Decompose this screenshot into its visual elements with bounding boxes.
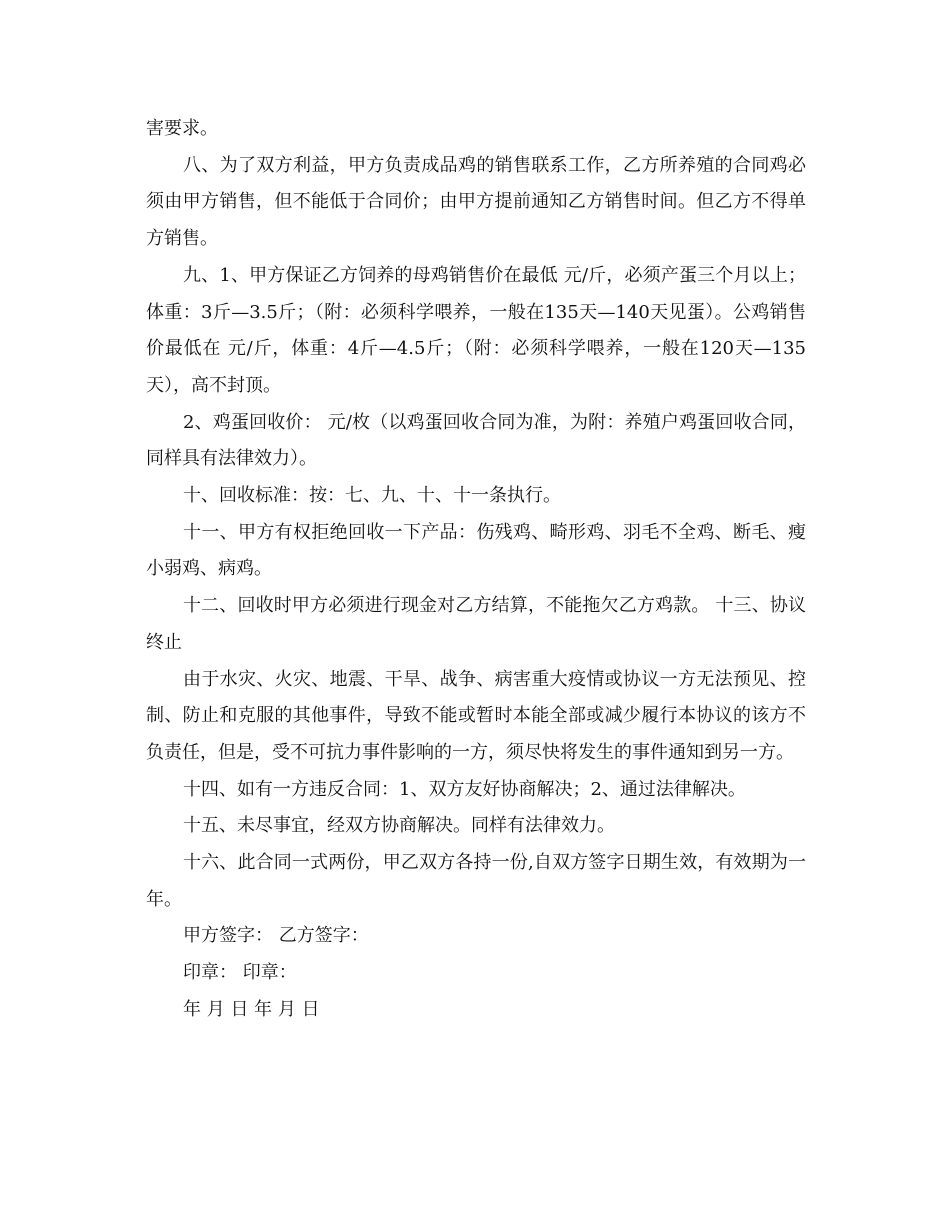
clause-9-1-paragraph: 九、1、甲方保证乙方饲养的母鸡销售价在最低 元/斤，必须产蛋三个月以上；体重：3斤—3.5斤；（附：必须科学喂养，一般在135天—140天见蛋）。公鸡销售价最低在 元/斤，体重：4斤—4.5斤；（附：必须科学喂养，一般在120天—135天），高不封顶。 xyxy=(146,264,806,396)
document-body xyxy=(146,111,806,1029)
seal-line: 印章： 印章： xyxy=(183,962,297,984)
clause-8-paragraph: 八、为了双方利益，甲方负责成品鸡的销售联系工作，乙方所养殖的合同鸡必须由甲方销售，但不能低于合同价；由甲方提前通知乙方销售时间。但乙方不得单方销售。 xyxy=(146,154,806,250)
clause-16-paragraph: 十六、此合同一式两份，甲乙双方各持一份,自双方签字日期生效，有效期为一年。 xyxy=(146,852,806,910)
paragraph-continuation: 害要求。 xyxy=(146,118,218,139)
force-majeure-paragraph: 由于水灾、火灾、地震、干旱、战争、病害重大疫情或协议一方无法预见、控制、防止和克服的其他事件，导致不能或暂时本能全部或减少履行本协议的该方不负责任，但是，受不可抗力事件影响的一方，须尽快将发生的事件通知到另一方。 xyxy=(146,668,806,763)
clause-9-2-paragraph: 2、鸡蛋回收价： 元/枚（以鸡蛋回收合同为准，为附：养殖户鸡蛋回收合同，同样具有法律效力）。 xyxy=(146,411,806,470)
clause-12-paragraph: 十二、回收时甲方必须进行现金对乙方结算，不能拖欠乙方鸡款。 十三、协议终止 xyxy=(146,595,806,653)
signature-line: 甲方签字： 乙方签字： xyxy=(183,925,369,947)
clause-14-paragraph: 十四、如有一方违反合同：1、双方友好协商解决；2、通过法律解决。 xyxy=(183,778,746,800)
date-line: 年 月 日 年 月 日 xyxy=(183,998,320,1020)
clause-11-paragraph: 十一、甲方有权拒绝回收一下产品：伤残鸡、畸形鸡、羽毛不全鸡、断毛、瘦小弱鸡、病鸡。 xyxy=(146,521,806,580)
clause-10-paragraph: 十、回收标准：按：七、九、十、十一条执行。 xyxy=(183,485,561,507)
clause-15-paragraph: 十五、未尽事宜，经双方协商解决。同样有法律效力。 xyxy=(183,815,615,837)
